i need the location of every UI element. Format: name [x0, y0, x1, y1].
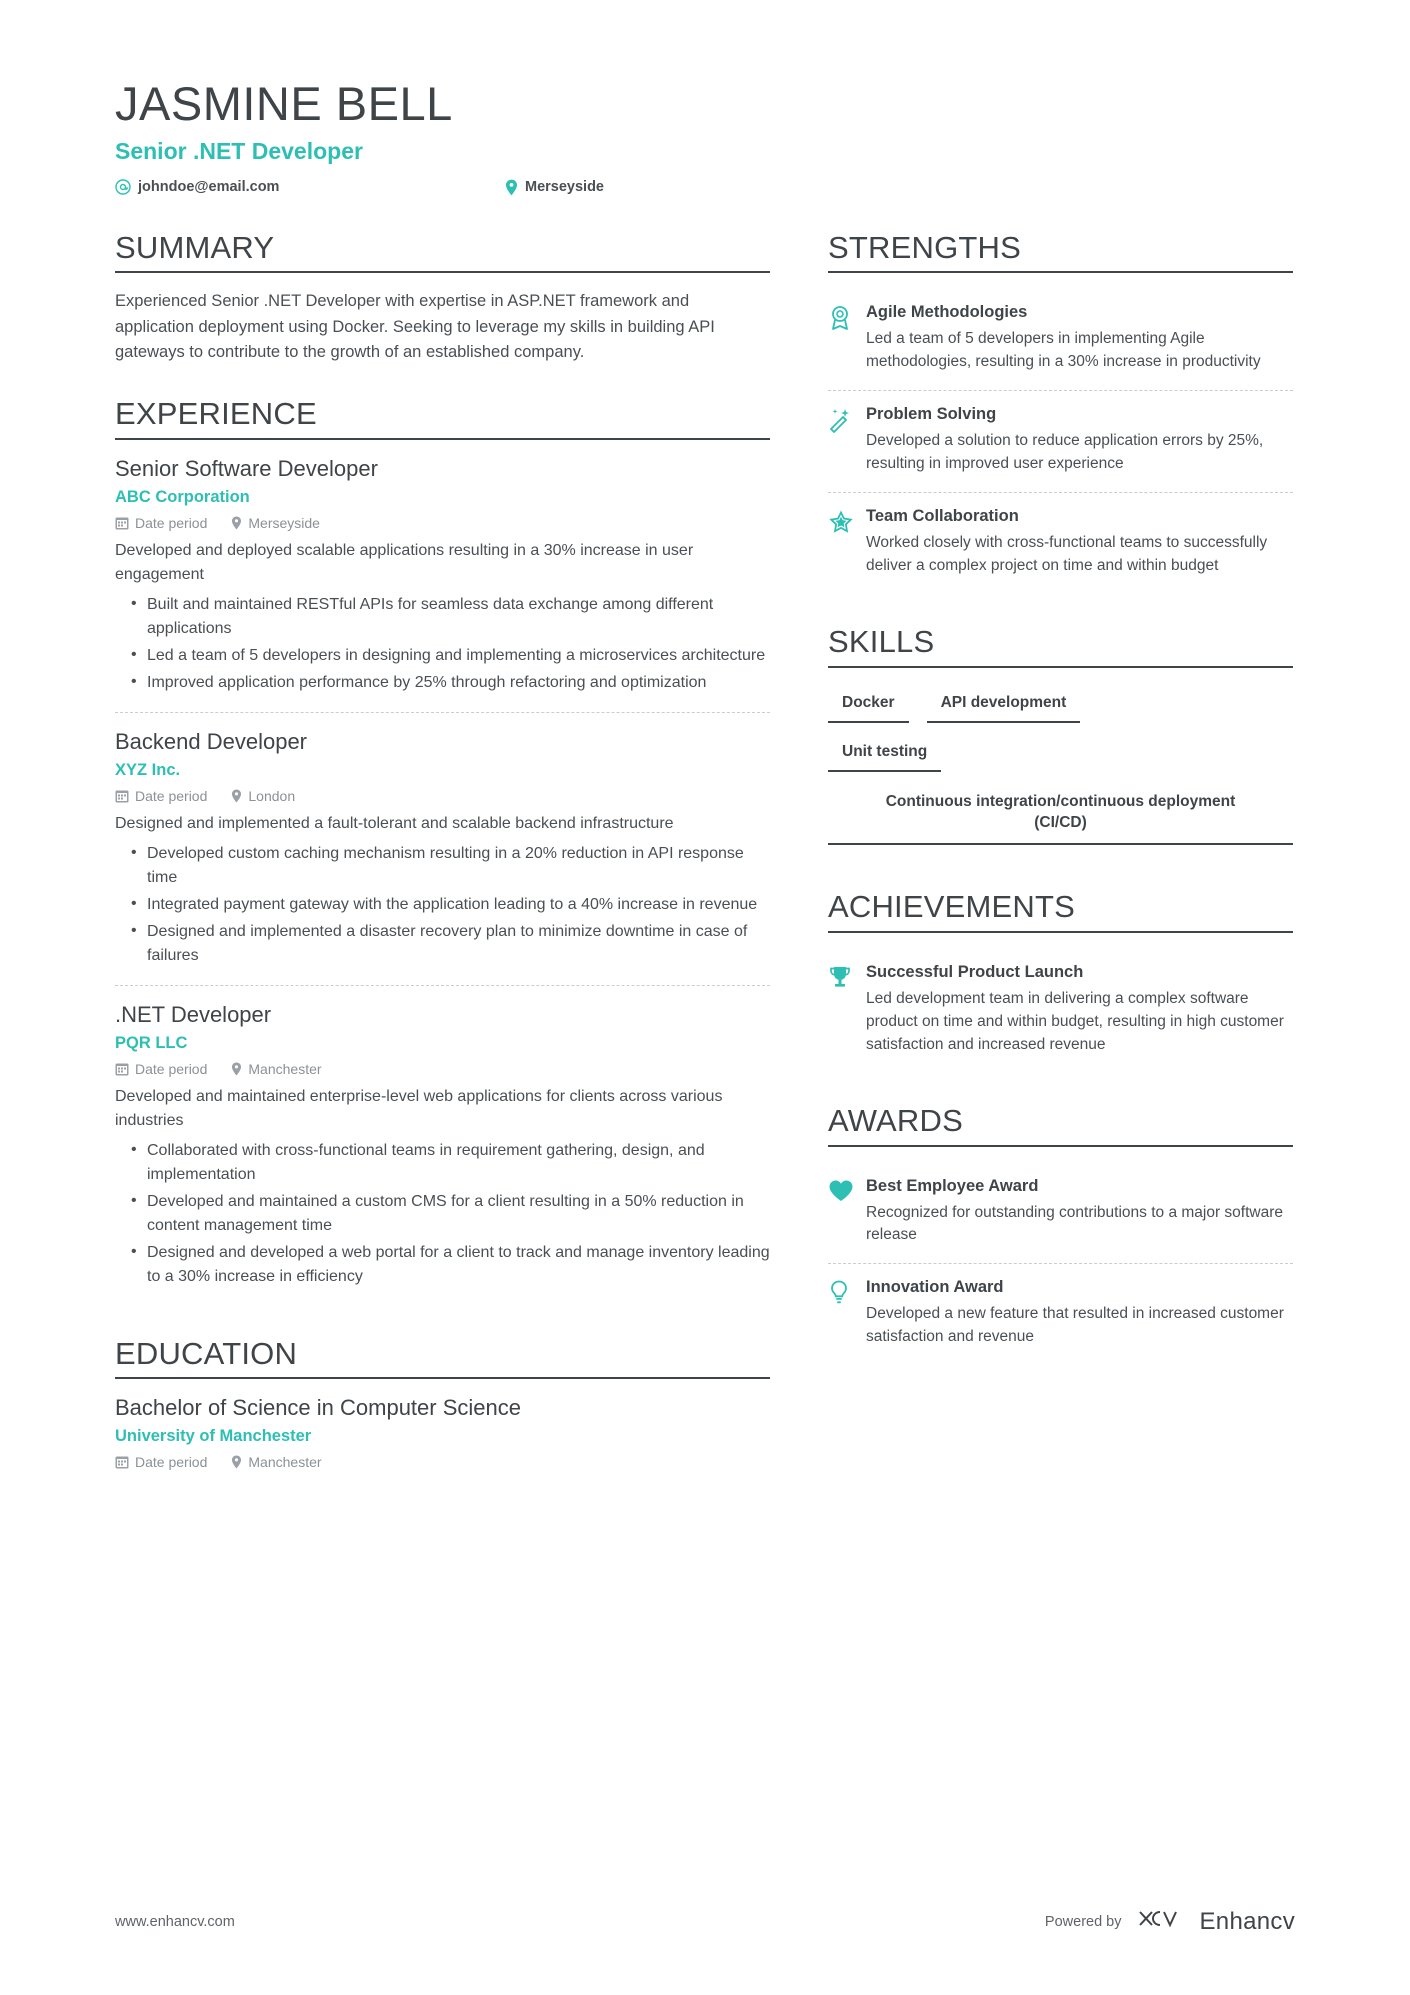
job-company: ABC Corporation [115, 487, 250, 506]
calendar-icon [115, 1062, 129, 1076]
strengths-title: STRENGTHS [828, 229, 1021, 265]
job-location [231, 788, 295, 804]
job-description: Developed and maintained enterprise-level web applications for clients across various industries [115, 1087, 723, 1129]
awards-title: AWARDS [828, 1102, 963, 1138]
job-bullet: • Collaborated with cross-functional teams in requirement gathering, design, and implementation [135, 1139, 770, 1187]
job-date-text: Date period [135, 787, 208, 804]
strength-item [828, 289, 1293, 390]
job-bullet: • Developed custom caching mechanism resulting in a 20% reduction in API response time [135, 842, 770, 890]
candidate-name: JASMINE BELL [115, 77, 453, 130]
job-bullet: • Improved application performance by 25% through refactoring and optimization [135, 671, 770, 695]
experience-section [115, 396, 770, 1306]
award-text: Developed a new feature that resulted in increased customer satisfaction and revenue [866, 1305, 1284, 1346]
award-title: Innovation Award [866, 1278, 1004, 1297]
experience-item [115, 712, 770, 985]
skills-list [828, 688, 1293, 737]
education-location-text: Manchester [248, 1454, 322, 1471]
magic-wand-icon [828, 405, 866, 476]
skill-chip: Docker [828, 688, 909, 723]
summary-text: Experienced Senior .NET Developer with expertise in ASP.NET framework and application deployment using Docker. Seeking to leverage my skills in building API gateways to contribute to the growth of an established company. [115, 292, 715, 362]
experience-divider [115, 438, 770, 440]
enhancv-logo-icon [1136, 1906, 1186, 1937]
strengths-section [828, 230, 1293, 594]
achievement-text: Led development team in delivering a complex software product on time and within budget, resulting in high customer satisfaction and increased revenue [866, 990, 1284, 1053]
resume-header [115, 78, 1295, 196]
education-section [115, 1336, 770, 1493]
strength-text: Worked closely with cross-functional teams to successfully deliver a complex project on time and within budget [866, 534, 1268, 575]
contact-row [115, 179, 1295, 196]
page-footer [115, 1906, 1295, 1937]
star-icon [828, 507, 866, 578]
job-role: .NET Developer [115, 1001, 272, 1027]
footer-url[interactable]: www.enhancv.com [115, 1913, 235, 1930]
map-pin-icon [231, 1455, 242, 1469]
contact-location [505, 179, 604, 196]
award-title: Best Employee Award [866, 1176, 1039, 1195]
education-item [115, 1395, 770, 1492]
award-badge-icon [828, 303, 866, 374]
powered-by-label: Powered by [1044, 1913, 1122, 1930]
job-role: Senior Software Developer [115, 455, 378, 481]
strength-title: Problem Solving [866, 405, 997, 424]
award-item [828, 1163, 1293, 1264]
skills-divider [828, 666, 1293, 668]
achievement-item [828, 949, 1293, 1073]
job-location-text: Merseyside [248, 514, 320, 531]
job-date [115, 1061, 207, 1077]
strength-text: Led a team of 5 developers in implementing Agile methodologies, resulting in a 30% increase in productivity [866, 330, 1261, 371]
brand-name: Enhancv [1199, 1907, 1295, 1935]
job-location-text: Manchester [248, 1060, 322, 1077]
strengths-divider [828, 271, 1293, 273]
job-bullets [115, 842, 770, 968]
job-description: Developed and deployed scalable applications resulting in a 30% increase in user engagement [115, 541, 694, 583]
calendar-icon [115, 1455, 129, 1469]
education-location [231, 1454, 321, 1470]
education-meta [115, 1454, 770, 1470]
achievements-divider [828, 931, 1293, 933]
job-location-text: London [248, 787, 296, 804]
heart-icon [828, 1177, 866, 1248]
education-date-text: Date period [135, 1454, 208, 1471]
achievements-section [828, 889, 1293, 1072]
job-meta [115, 515, 770, 531]
calendar-icon [115, 516, 129, 530]
summary-section [115, 230, 770, 366]
skill-chip: Unit testing [828, 737, 941, 772]
awards-section [828, 1103, 1293, 1365]
calendar-icon [115, 789, 129, 803]
education-school: University of Manchester [115, 1427, 312, 1446]
job-meta [115, 788, 770, 804]
job-bullets [115, 593, 770, 695]
job-description: Designed and implemented a fault-tolerant and scalable backend infrastructure [115, 814, 674, 832]
job-location [231, 1061, 321, 1077]
job-date [115, 788, 207, 804]
job-meta [115, 1061, 770, 1077]
job-bullet: • Designed and developed a web portal for a client to track and manage inventory leading to a 30% increase in efficiency [135, 1241, 770, 1289]
right-column [828, 230, 1293, 1523]
skills-list [828, 737, 1293, 786]
skill-chip: API development [927, 688, 1081, 723]
skill-chip: Continuous integration/continuous deployment (CI/CD) [828, 786, 1293, 846]
job-bullet: • Led a team of 5 developers in designing and implementing a microservices architecture [135, 644, 770, 668]
experience-item [115, 456, 770, 712]
candidate-job-title: Senior .NET Developer [115, 137, 363, 164]
job-bullets [115, 1139, 770, 1289]
job-location [231, 515, 320, 531]
map-pin-icon [505, 179, 518, 196]
contact-email [115, 179, 505, 195]
lightbulb-icon [828, 1278, 866, 1349]
achievement-title: Successful Product Launch [866, 963, 1084, 982]
skills-list [828, 786, 1293, 860]
strength-text: Developed a solution to reduce application errors by 25%, resulting in improved user experience [866, 432, 1264, 473]
trophy-icon [828, 963, 866, 1057]
map-pin-icon [231, 1062, 242, 1076]
education-degree: Bachelor of Science in Computer Science [115, 1395, 521, 1421]
job-date-text: Date period [135, 514, 208, 531]
summary-divider [115, 271, 770, 273]
contact-email-text: johndoe@email.com [138, 179, 280, 196]
job-company: PQR LLC [115, 1033, 188, 1052]
job-bullet: • Designed and implemented a disaster recovery plan to minimize downtime in case of failures [135, 920, 770, 968]
strength-title: Team Collaboration [866, 507, 1019, 526]
job-bullet: • Developed and maintained a custom CMS for a client resulting in a 50% reduction in content management time [135, 1190, 770, 1238]
job-company: XYZ Inc. [115, 760, 181, 779]
map-pin-icon [231, 789, 242, 803]
job-date-text: Date period [135, 1060, 208, 1077]
skills-section [828, 624, 1293, 859]
map-pin-icon [231, 516, 242, 530]
footer-branding [1045, 1906, 1295, 1937]
strength-item [828, 390, 1293, 492]
award-text: Recognized for outstanding contributions to a major software release [866, 1203, 1284, 1244]
award-item [828, 1263, 1293, 1365]
job-date [115, 515, 207, 531]
at-icon [115, 179, 131, 195]
experience-title: EXPERIENCE [115, 396, 317, 432]
awards-divider [828, 1145, 1293, 1147]
education-divider [115, 1377, 770, 1379]
experience-item [115, 985, 770, 1306]
education-date [115, 1454, 207, 1470]
strength-title: Agile Methodologies [866, 303, 1028, 322]
left-column [115, 230, 770, 1523]
strength-item [828, 492, 1293, 594]
job-role: Backend Developer [115, 728, 308, 754]
achievements-title: ACHIEVEMENTS [828, 889, 1075, 925]
education-title: EDUCATION [115, 1335, 298, 1371]
skills-title: SKILLS [828, 623, 935, 659]
job-bullet: • Built and maintained RESTful APIs for seamless data exchange among different applications [135, 593, 770, 641]
job-bullet: • Integrated payment gateway with the application leading to a 40% increase in revenue [135, 893, 770, 917]
summary-title: SUMMARY [115, 229, 275, 265]
contact-location-text: Merseyside [525, 179, 604, 196]
